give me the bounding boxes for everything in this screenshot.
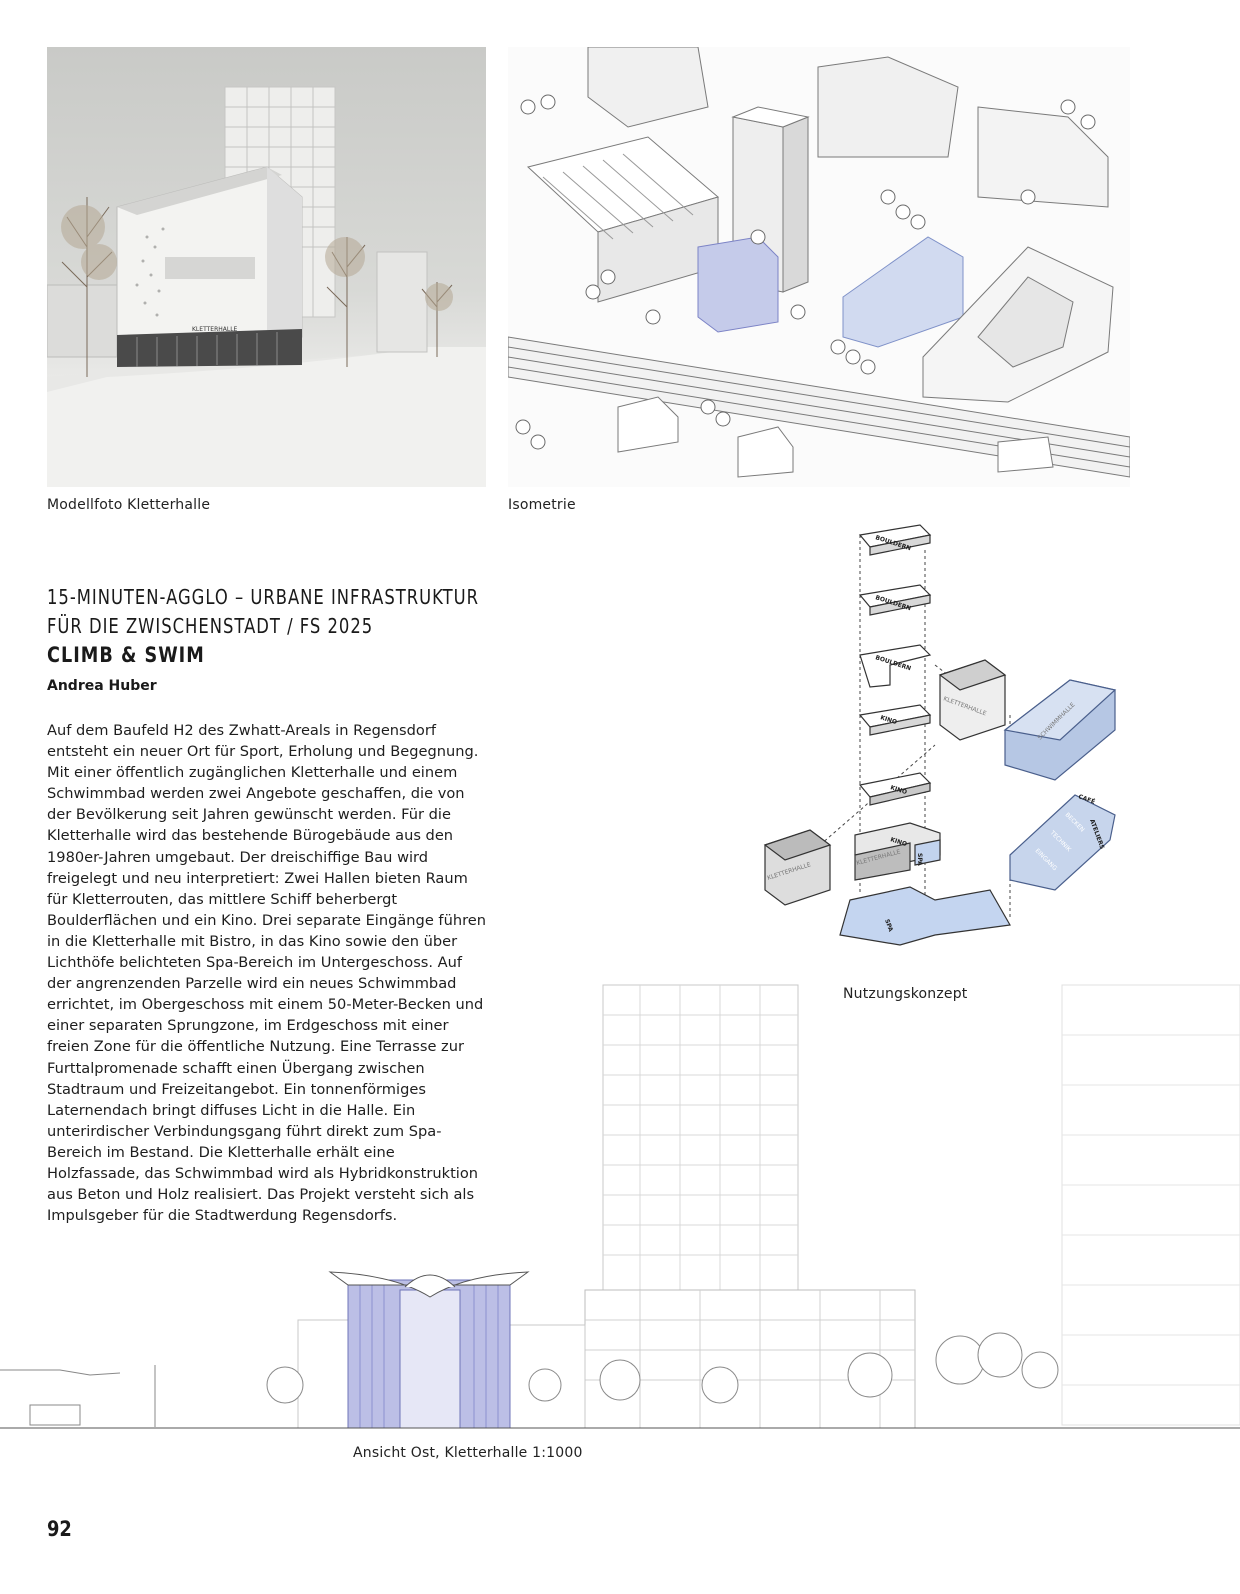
author-name: Andrea Huber <box>47 678 157 694</box>
body-paragraph: Auf dem Baufeld H2 des Zwhatt-Areals in Regensdorf entsteht ein neuer Ort für Sport, Erholung und Begegnung. Mit einer öffentlich zugänglichen Kletterhalle und einem Schwimmbad werden zwei Angebote geschaffen, die von der Bevölkerung seit Jahren gewünscht werden. Für die Kletterhalle wird das bestehende Bürogebäude aus den 1980er-Jahren umgebaut. Der dreischiffige Bau wird freigelegt und neu interpretiert: Zwei Hallen bieten Raum für Kletterrouten, das mittlere Schiff beherbergt Boulderflächen und ein Kino. Drei separate Eingänge führen in die Kletterhalle mit Bistro, in das Kino sowie den über Lichthöfe belichteten Spa-Bereich im Untergeschoss. Auf der angrenzenden Parzelle wird ein neues Schwimmbad errichtet, im Obergeschoss mit einem 50-Meter-Becken und einer separaten Sprungzone, im Erdgeschoss mit einer freien Zone für die öffentliche Nutzung. Eine Terrasse zur Furttalpromenade schafft einen Übergang zwischen Stadtraum und Freizeitangebot. Ein tonnenförmiges Laternendach bringt diffuses Licht in die Halle. Ein unterirdischer Verbindungsgang führt direkt zum Spa-Bereich im Bestand. Die Kletterhalle erhält eine Holzfassade, das Schwimmbad wird als Hybridkonstruktion aus Beton und Holz realisiert. Das Projekt versteht sich als Impulsgeber für die Stadtwerdung Regensdorfs. <box>47 722 486 1225</box>
elevation-caption: Ansicht Ost, Kletterhalle 1:1000 <box>353 1445 583 1461</box>
model-photo <box>47 47 486 487</box>
model-photo-caption: Modellfoto Kletterhalle <box>47 497 211 513</box>
label-kletterhalle-3: KLETTERHALLE <box>855 848 902 867</box>
label-schwimmhalle: SCHWIMMHALLE <box>1036 701 1077 742</box>
label-cafe: CAFÉ <box>1077 793 1096 806</box>
label-kino-3: KINO <box>889 836 908 849</box>
label-boulder-3: BOULDERN <box>874 654 912 673</box>
label-spa-1: SPA <box>916 853 923 866</box>
label-becken: BECKEN <box>1063 811 1086 834</box>
use-concept-diagram <box>760 515 1140 960</box>
model-photo-illustration <box>47 47 486 487</box>
label-boulder-1: BOULDERN <box>874 534 912 553</box>
kicker-line-1: 15-MINUTEN-AGGLO – URBANE INFRASTRUKTUR <box>47 585 479 609</box>
project-title: CLIMB & SWIM <box>47 643 205 667</box>
isometry-caption: Isometrie <box>508 497 576 513</box>
east-elevation-drawing <box>0 975 1240 1435</box>
label-ateliers: ATELIERS <box>1088 818 1106 851</box>
label-technik: TECHNIK <box>1048 829 1073 854</box>
course-kicker <box>47 583 506 641</box>
isometric-drawing <box>508 47 1130 487</box>
kicker-line-2: FÜR DIE ZWISCHENSTADT / FS 2025 <box>47 614 374 638</box>
label-eingang: EINGANG <box>1033 847 1059 873</box>
isometric-illustration <box>508 47 1130 487</box>
label-kletterhalle-1: KLETTERHALLE <box>942 695 988 718</box>
label-kino-1: KINO <box>879 714 898 727</box>
label-spa-2: SPA <box>883 918 895 933</box>
label-boulder-2: BOULDERN <box>874 594 912 613</box>
page-number: 92 <box>47 1517 72 1541</box>
use-concept-caption: Nutzungskonzept <box>843 986 968 1002</box>
model-sign-text: KLETTERHALLE <box>192 326 238 333</box>
label-kletterhalle-2: KLETTERHALLE <box>766 861 812 882</box>
label-kino-2: KINO <box>889 784 908 797</box>
